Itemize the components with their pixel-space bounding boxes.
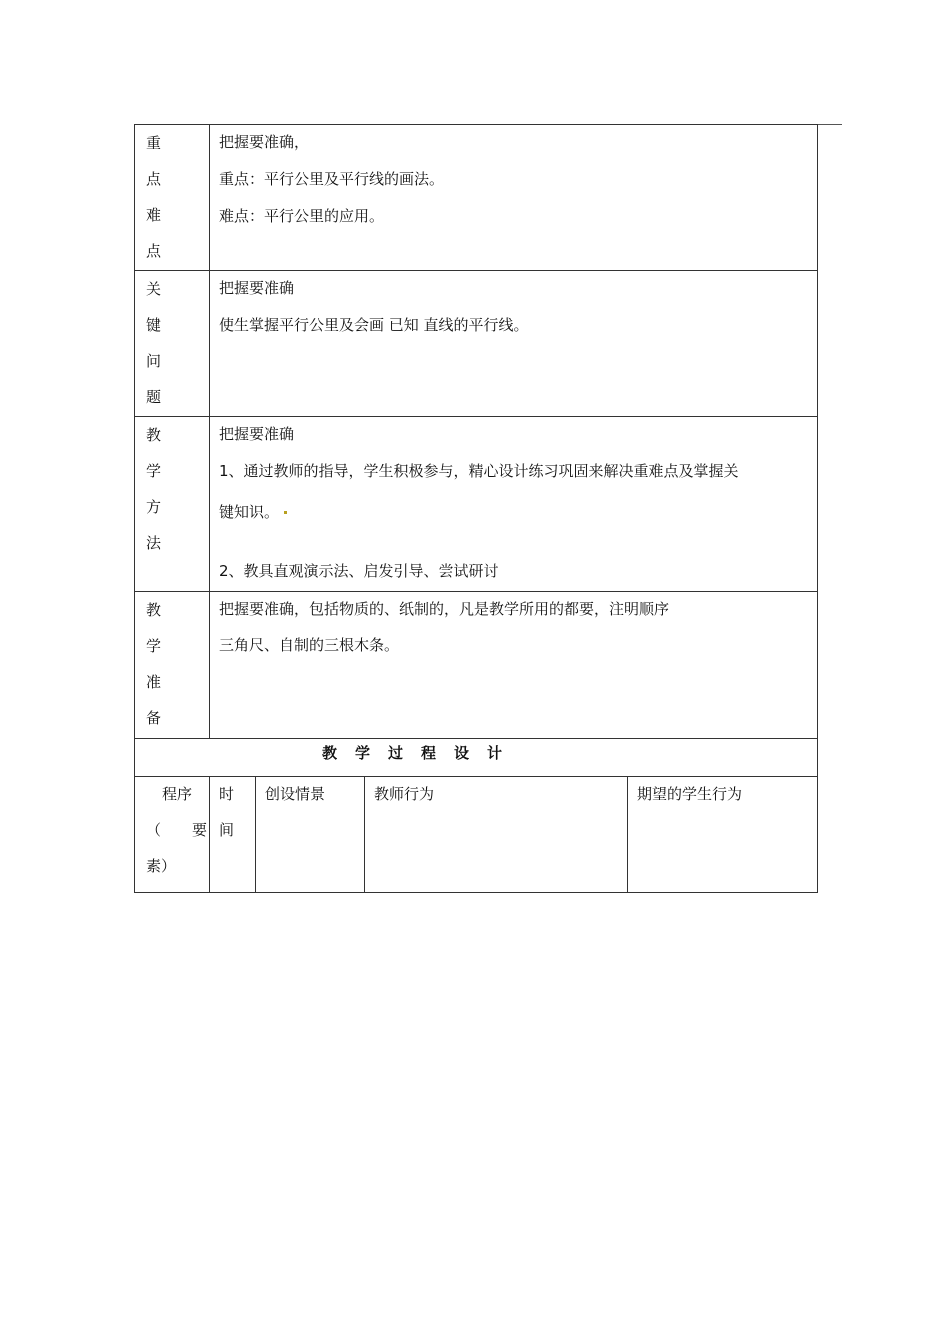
label-char: 教 — [146, 426, 162, 444]
row-label — [135, 271, 210, 416]
header-text: 程序 — [162, 785, 193, 803]
label-char: 点 — [146, 170, 162, 188]
header-text: 要 — [192, 821, 208, 839]
header-text: 创设情景 — [265, 785, 326, 803]
label-char: 点 — [146, 242, 162, 260]
section-title — [135, 739, 817, 777]
header-text — [135, 817, 209, 853]
dot-mark — [284, 511, 287, 514]
content-line — [219, 499, 809, 525]
row-content — [210, 125, 817, 270]
header-sequence — [135, 777, 210, 892]
content-text: 键知识。 — [219, 503, 280, 521]
row-teaching-preparation — [135, 592, 817, 739]
label-char: 学 — [146, 637, 162, 655]
content-line: 1、通过教师的指导，学生积极参与，精心设计练习巩固来解决重难点及掌握关 — [219, 462, 739, 480]
content-line: 把握要准确， — [219, 133, 310, 151]
row-label — [135, 125, 210, 270]
header-scene — [256, 777, 365, 892]
content-line: 把握要准确，包括物质的、纸制的，凡是教学所用的都要，注明顺序 — [219, 600, 670, 618]
label-char: 题 — [146, 388, 162, 406]
row-content — [210, 592, 817, 738]
content-line: 把握要准确 — [219, 279, 295, 297]
row-content — [210, 417, 817, 591]
header-text: 素） — [146, 857, 177, 875]
label-char: 法 — [146, 534, 162, 552]
margin-rule — [818, 124, 842, 125]
content-line: 2、教具直观演示法、启发引导、尝试研讨 — [219, 562, 499, 580]
section-title-text: 教学过程设计 — [321, 744, 520, 762]
header-time — [210, 777, 256, 892]
header-teacher — [365, 777, 628, 892]
content-line: 难点：平行公里的应用。 — [219, 207, 385, 225]
row-key-questions — [135, 271, 817, 417]
row-content — [210, 271, 817, 416]
label-char: 关 — [146, 280, 162, 298]
label-char: 备 — [146, 709, 162, 727]
label-char: 准 — [146, 673, 162, 691]
row-label — [135, 592, 210, 738]
content-line: 使生掌握平行公里及会画 已知 直线的平行线。 — [219, 316, 529, 334]
content-line: 重点：平行公里及平行线的画法。 — [219, 170, 445, 188]
row-teaching-methods — [135, 417, 817, 592]
lesson-plan-table — [134, 124, 818, 893]
label-char: 键 — [146, 316, 162, 334]
label-char: 教 — [146, 601, 162, 619]
row-label — [135, 417, 210, 591]
header-text: 教师行为 — [374, 785, 435, 803]
label-char: 难 — [146, 206, 162, 224]
label-char: 学 — [146, 462, 162, 480]
process-header-row — [135, 777, 817, 892]
label-char: 方 — [146, 498, 162, 516]
label-char: 问 — [146, 352, 162, 370]
content-line: 把握要准确 — [219, 425, 295, 443]
label-char: 重 — [146, 134, 162, 152]
header-text: 间 — [219, 821, 235, 839]
content-line: 三角尺、自制的三根木条。 — [219, 636, 400, 654]
header-text: 时 — [219, 785, 235, 803]
header-text: 期望的学生行为 — [637, 785, 743, 803]
header-student — [628, 777, 817, 892]
row-key-difficult-points — [135, 125, 817, 271]
header-text: （ — [146, 821, 162, 839]
